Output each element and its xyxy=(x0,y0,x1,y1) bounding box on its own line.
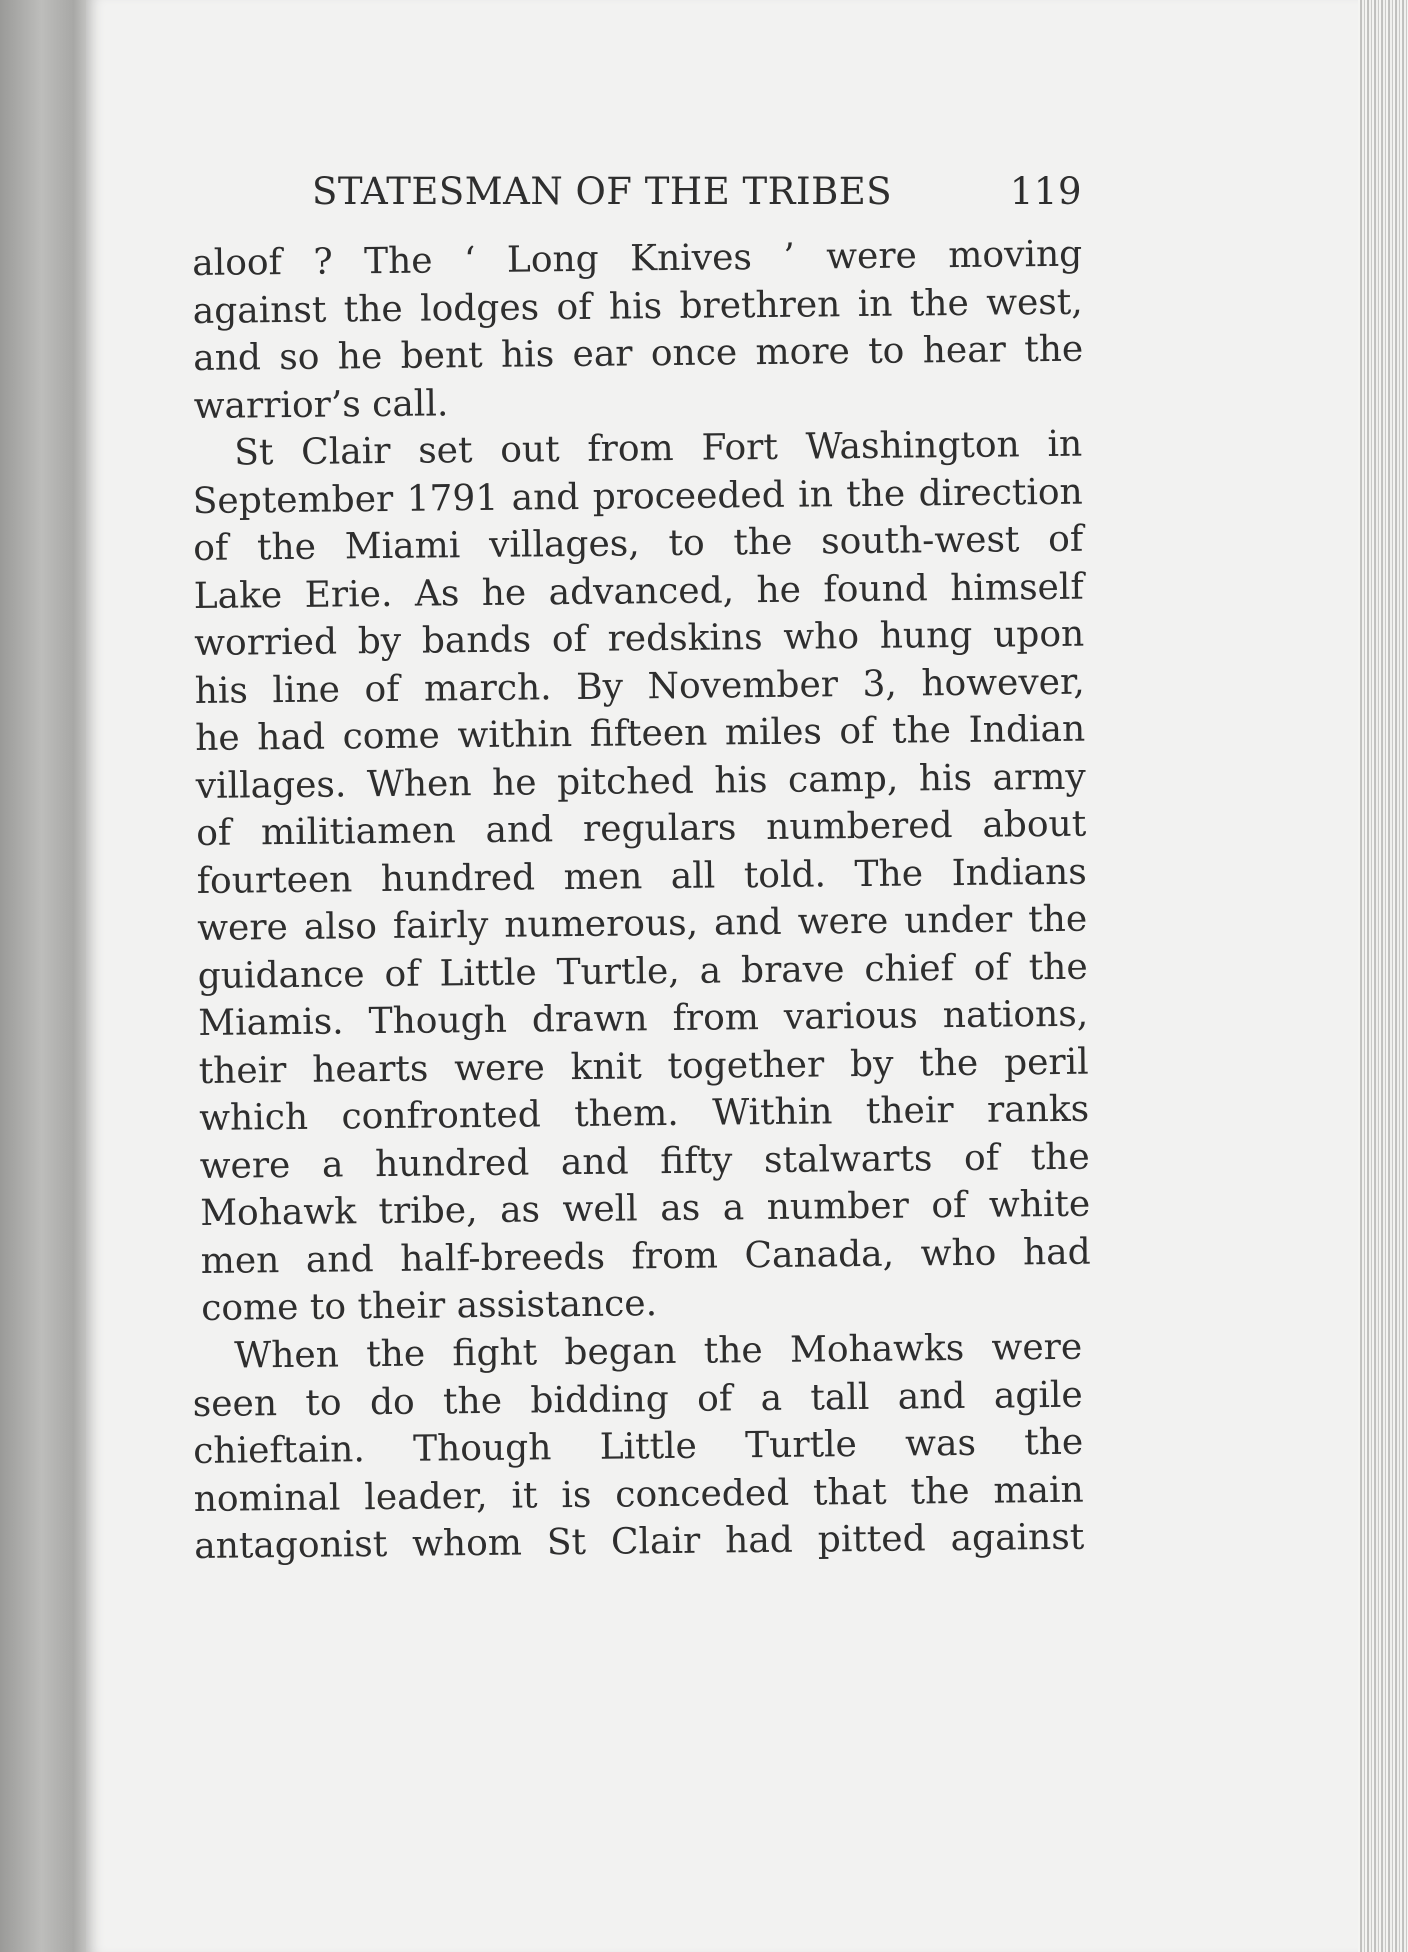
text-line: his line of march. By November 3, however, xyxy=(194,661,1085,712)
text-line: Mohawk tribe, as well as a number of white xyxy=(199,1183,1091,1234)
text-line: of militiamen and regulars numbered about xyxy=(196,803,1087,854)
text-line: come to their assistance. xyxy=(200,1283,658,1329)
body-text xyxy=(192,233,1091,1570)
text-line: guidance of Little Turtle, a brave chief of the xyxy=(197,946,1088,997)
text-line: Miamis. Though drawn from various nations, xyxy=(198,993,1089,1044)
text-line: When the fight began the Mohawks were xyxy=(234,1326,1083,1377)
text-line: which confronted them. Within their ranks xyxy=(198,1088,1090,1139)
running-header xyxy=(312,170,1082,220)
text-line: were a hundred and fifty stalwarts of the xyxy=(199,1136,1090,1187)
text-line: aloof ? The ‘ Long Knives ’ were moving xyxy=(192,233,1083,284)
text-line: worried by bands of redskins who hung upon xyxy=(194,613,1085,664)
book-spine-shadow xyxy=(0,0,92,1952)
text-line: Lake Erie. As he advanced, he found himself xyxy=(193,566,1084,617)
text-line: and so he bent his ear once more to hear the xyxy=(193,328,1084,379)
paragraph-1 xyxy=(192,231,1084,430)
text-line: men and half-breeds from Canada, who had xyxy=(200,1231,1091,1282)
text-line: chieftain. Though Little Turtle was the xyxy=(193,1421,1084,1472)
running-title: STATESMAN OF THE TRIBES xyxy=(312,170,893,213)
text-line: September 1791 and proceeded in the direction xyxy=(192,471,1083,522)
text-line: against the lodges of his brethren in the west, xyxy=(192,281,1083,332)
text-line: he had come within fifteen miles of the Indian xyxy=(195,708,1086,759)
text-line: antagonist whom St Clair had pitted against xyxy=(194,1516,1085,1567)
text-line: of the Miami villages, to the south-west of xyxy=(193,518,1084,569)
paragraph-2 xyxy=(192,421,1091,1333)
page-edges xyxy=(1358,0,1408,1952)
text-line: seen to do the bidding of a tall and agile xyxy=(192,1373,1083,1424)
text-line: were also fairly numerous, and were under the xyxy=(197,898,1088,949)
text-line: villages. When he pitched his camp, his army xyxy=(195,756,1086,807)
text-line: warrior’s call. xyxy=(193,382,449,427)
text-line: fourteen hundred men all told. The Indians xyxy=(196,851,1087,902)
text-line: St Clair set out from Fort Washington in xyxy=(234,423,1083,474)
text-line: nominal leader, it is conceded that the main xyxy=(193,1468,1084,1519)
text-line: their hearts were knit together by the peril xyxy=(198,1041,1089,1092)
paragraph-3 xyxy=(192,1323,1084,1570)
page-number: 119 xyxy=(1009,170,1082,213)
